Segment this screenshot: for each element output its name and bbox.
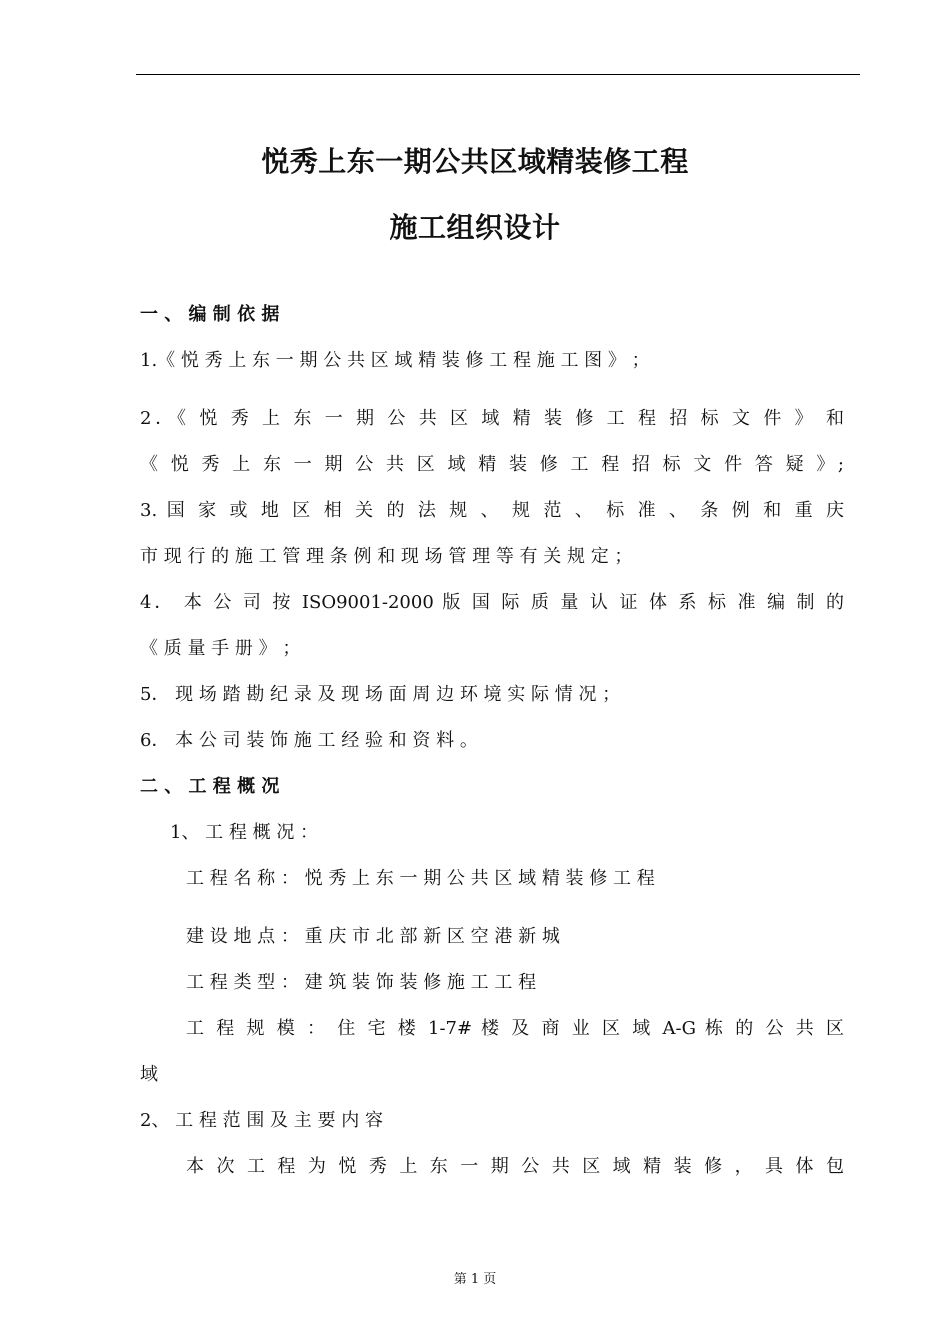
document-title: 悦秀上东一期公共区域精装修工程: [261, 145, 689, 178]
project-type-line: 工 程 类 型 ： 建 筑 装 饰 装 修 施 工 工 程: [186, 972, 537, 993]
header-rule: [136, 74, 860, 75]
project-location-line: 建 设 地 点 ： 重 庆 市 北 部 新 区 空 港 新 城: [186, 926, 560, 947]
paragraph-line: 6． 本 公 司 装 饰 施 工 经 验 和 资 料 。: [140, 730, 478, 751]
page-number: 第 1 页: [453, 1272, 497, 1287]
subsection-heading: 1、 工 程 概 况 ：: [170, 822, 319, 843]
paragraph-line: 《 质 量 手 册 》 ；: [140, 638, 301, 659]
document-subtitle: 施工组织设计: [389, 211, 561, 244]
project-name-line: 工 程 名 称 ： 悦 秀 上 东 一 期 公 共 区 域 精 装 修 工 程: [186, 868, 655, 889]
subsection-heading: 2、 工 程 范 围 及 主 要 内 容: [140, 1110, 383, 1131]
paragraph-line: 市 现 行 的 施 工 管 理 条 例 和 现 场 管 理 等 有 关 规 定 ；: [140, 546, 633, 567]
paragraph-line: 2．《 悦 秀 上 东 一 期 公 共 区 域 精 装 修 工 程 招 标 文 件 》 和: [140, 408, 844, 429]
section-heading-basis: 一 、 编 制 依 据: [140, 304, 280, 325]
paragraph-line: 3. 国 家 或 地 区 相 关 的 法 规 、 规 范 、 标 准 、 条 例 和 重 庆: [140, 500, 844, 521]
project-scale-line: 工 程 规 模 ： 住 宅 楼 1-7# 楼 及 商 业 区 域 A-G 栋 的 公 共 区: [186, 1018, 844, 1039]
paragraph-line: 1.《 悦 秀 上 东 一 期 公 共 区 域 精 装 修 工 程 施 工 图 》 ；: [140, 350, 650, 371]
paragraph-line: 《 悦 秀 上 东 一 期 公 共 区 域 精 装 修 工 程 招 标 文 件 答 疑 》;: [140, 454, 844, 475]
section-heading-overview: 二 、 工 程 概 况: [140, 776, 280, 797]
paragraph-line: 5． 现 场 踏 勘 纪 录 及 现 场 面 周 边 环 境 实 际 情 况 ；: [140, 684, 621, 705]
paragraph-line: 本 次 工 程 为 悦 秀 上 东 一 期 公 共 区 域 精 装 修 ， 具 体 包: [186, 1156, 844, 1177]
paragraph-line: 域: [140, 1064, 158, 1085]
paragraph-line: 4． 本 公 司 按 ISO9001-2000 版 国 际 质 量 认 证 体 系 标 准 编 制 的: [140, 592, 844, 613]
